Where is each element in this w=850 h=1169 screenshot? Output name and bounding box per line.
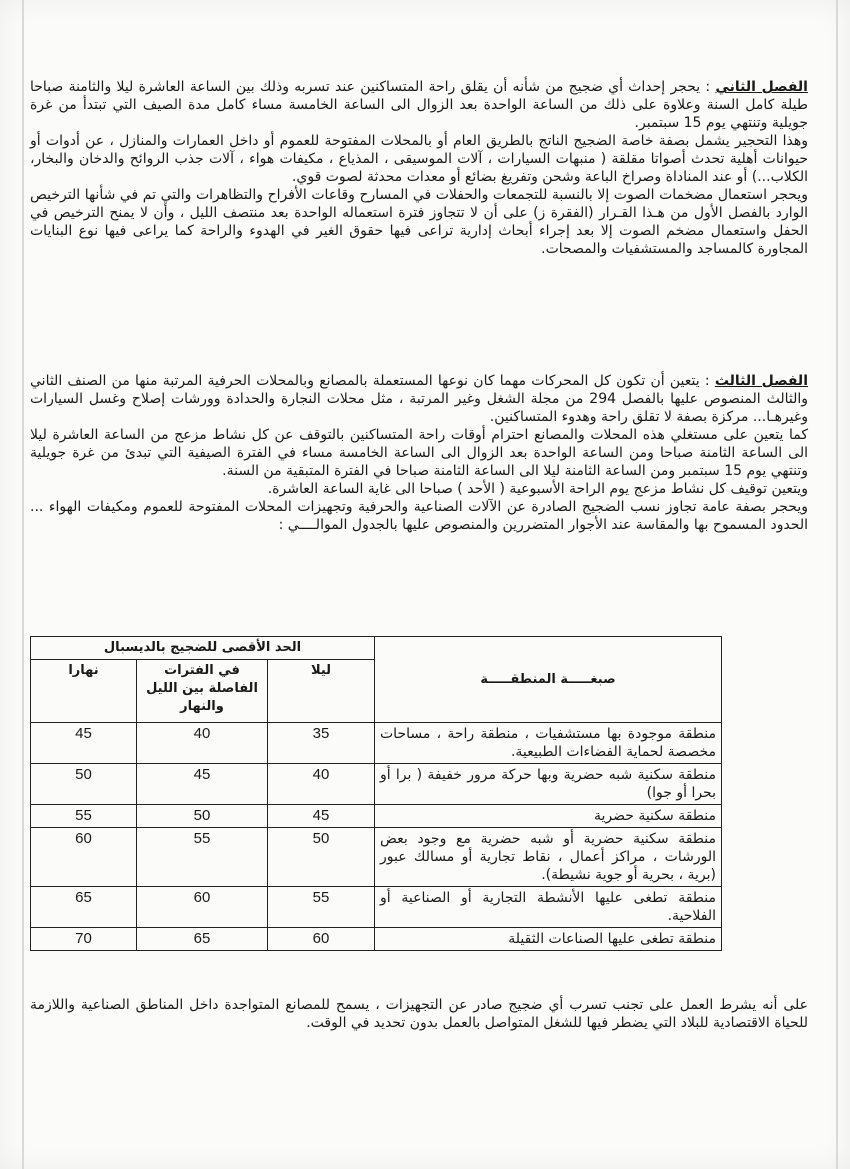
transition-value: 55 [137, 828, 268, 887]
zone-cell: منطقة سكنية شبه حضرية وبها حركة مرور خفيفة ( برا أو بحرا أو جوا) [375, 764, 722, 805]
day-value: 45 [31, 723, 137, 764]
day-value: 50 [31, 764, 137, 805]
table-row [31, 764, 722, 805]
section-2 [30, 78, 808, 258]
noise-limits-table [30, 636, 722, 951]
section-3-paragraph-4: ويحجر بصفة عامة تجاوز نسب الضجيج الصادرة عن الآلات الصناعية والحرفية وتجهيزات المحلات المفتوحة للعموم ومكيفات الهواء ... الحدود المسموح بها والمقاسة عند الأجوار المتضررين والمنصوص عليها بالجدول الموالــــي : [30, 499, 808, 533]
transition-value: 40 [137, 723, 268, 764]
section-2-paragraph-2: وهذا التحجير يشمل بصفة خاصة الضجيج الناتج بالطريق العام أو بالمحلات المفتوحة للعموم أو داخل العمارات والمنازل ، عن أدوات أو حيوانات أهلية تحدث أصواتا مقلقة ( منبهات السيارات ، آلات الموسيقى ، المذياع ، مكيفات هواء ، آلات جذب الروائح والدخان والبخار، الكلاب...) أو عند المناداة وصراخ الباعة وشحن وتفريغ بضائع أو معدات محدثة لصوت قوي. [30, 133, 808, 185]
day-value: 60 [31, 828, 137, 887]
section-3-text-1: يتعين أن تكون كل المحركات مهما كان نوعها المستعملة بالمصانع وبالمحلات الحرفية المرتبة منها من الصنف الثاني والثالث المنصوص عليها بالفصل 294 من مجلة الشغل وغير المرتبة ، مثل محلات النجارة والحدادة وورشات إصلاح وغسل السيارات وغيرهـا... مركزة بصفة لا تقلق راحة وهدوء المتساكنين. [30, 373, 808, 425]
day-value: 65 [31, 887, 137, 928]
transition-value: 45 [137, 764, 268, 805]
closing-text: على أنه يشرط العمل على تجنب تسرب أي ضجيج صادر عن التجهيزات ، يسمح للمصانع المتواجدة داخل المناطق الصناعية واللازمة للحياة الاقتصادية للبلاد التي يضطر فيها للشغل المتواصل بالعمل بدون تحديد في الوقت. [30, 997, 808, 1031]
transition-header: في الفترات الفاصلة بين الليل والنهار [137, 660, 268, 723]
night-header: ليلا [268, 660, 375, 723]
scan-edge-left [22, 0, 24, 1169]
table-row [31, 887, 722, 928]
transition-value: 60 [137, 887, 268, 928]
day-value: 70 [31, 928, 137, 951]
section-3-paragraph-3: ويتعين توقيف كل نشاط مزعج يوم الراحة الأسبوعية ( الأحد ) صباحا الى غاية الساعة العاشرة. [267, 481, 808, 497]
table-row [31, 928, 722, 951]
section-2-text-1: يحجر إحداث أي ضجيج من شأنه أن يقلق راحة المتساكنين عند تسربه وذلك بين الساعة العاشرة ليلا والثامنة صباحا طيلة كامل السنة وعلاوة على ذلك من الساعة الواحدة بعد الزوال الى الساعة الخامسة مساء كامل مدة الصيف التي تبتدأ من غرة جويلية وتنتهي يوم 15 سبتمبر. [30, 79, 808, 131]
section-2-paragraph-3: ويحجر استعمال مضخمات الصوت إلا بالنسبة للتجمعات والحفلات في المسارح وقاعات الأفراح والتظاهرات والتي تم في شأنها الترخيص الوارد بالفصل الأول من هـذا القـرار (الفقرة ز) على أن لا تتجاوز فترة استعماله الواحدة بعد منتصف الليل ، وأن لا يمنح الترخيص في الحفل واستعمال مضخم الصوت إلا بعد إجراء أبحاث إدارية تراعى فيها حقوق الغير في الهدوء والراحة كما يراعى فيها نوع البنايات المجاورة كالمساجد والمستشفيات والمصحات. [30, 187, 808, 257]
night-value: 60 [268, 928, 375, 951]
section-2-paragraph-1: الفصل الثاني : يحجر إحداث أي ضجيج من شأنه أن يقلق راحة المتساكنين عند تسربه وذلك بين الساعة العاشرة ليلا والثامنة صباحا طيلة كامل السنة وعلاوة على ذلك من الساعة الواحدة بعد الزوال الى الساعة الخامسة مساء كامل مدة الصيف التي تبتدأ من غرة جويلية وتنتهي يوم 15 سبتمبر. [30, 79, 808, 131]
night-value: 55 [268, 887, 375, 928]
zone-cell: منطقة موجودة بها مستشفيات ، منطقة راحة ، مساحات مخصصة لحماية الفضاءات الطبيعية. [375, 723, 722, 764]
day-value: 55 [31, 805, 137, 828]
zone-header: صبغـــــة المنطقـــــة [375, 637, 722, 723]
section-2-heading: الفصل الثاني [715, 79, 808, 95]
zone-cell: منطقة تطغى عليها الصناعات الثقيلة [375, 928, 722, 951]
night-value: 40 [268, 764, 375, 805]
section-3 [30, 372, 808, 534]
table-row [31, 828, 722, 887]
section-3-paragraph-2: كما يتعين على مستغلي هذه المحلات والمصانع احترام أوقات راحة المتساكنين بالتوقف عن كل نشاط مزعج من الساعة العاشرة ليلا الى الساعة الثامنة صباحا ومن الساعة الواحدة بعد الزوال الى الساعة الخامسة مساء في الفترة الصيفية التي تبدئ من غرة جويلية وتنتهي يوم 15 سبتمبر ومن الساعة الثامنة ليلا الى الساعة الثامنة صباحا في الفترة المتبقية من السنة. [30, 427, 808, 479]
table-row [31, 723, 722, 764]
zone-cell: منطقة سكنية حضرية [375, 805, 722, 828]
night-value: 35 [268, 723, 375, 764]
night-value: 50 [268, 828, 375, 887]
table-row [31, 805, 722, 828]
zone-cell: منطقة سكنية حضرية أو شبه حضرية مع وجود بعض الورشات ، مراكز أعمال ، نقاط تجارية أو مسالك عبور (برية ، بحرية أو جوية نشيطة). [375, 828, 722, 887]
max-noise-header: الحد الأقصى للضجيج بالديسبال [31, 637, 375, 660]
section-3-paragraph-1: الفصل الثالث : يتعين أن تكون كل المحركات مهما كان نوعها المستعملة بالمصانع وبالمحلات الحرفية المرتبة منها من الصنف الثاني والثالث المنصوص عليها بالفصل 294 من مجلة الشغل وغير المرتبة ، مثل محلات النجارة والحدادة وورشات إصلاح وغسل السيارات وغيرهـا... مركزة بصفة لا تقلق راحة وهدوء المتساكنين. [30, 373, 808, 425]
closing-paragraph [30, 996, 808, 1032]
section-3-heading: الفصل الثالث [714, 373, 808, 389]
night-value: 45 [268, 805, 375, 828]
transition-value: 65 [137, 928, 268, 951]
zone-cell: منطقة تطغى عليها الأنشطة التجارية أو الصناعية أو الفلاحية. [375, 887, 722, 928]
transition-value: 50 [137, 805, 268, 828]
scan-edge-right [836, 0, 838, 1169]
day-header: نهارا [31, 660, 137, 723]
